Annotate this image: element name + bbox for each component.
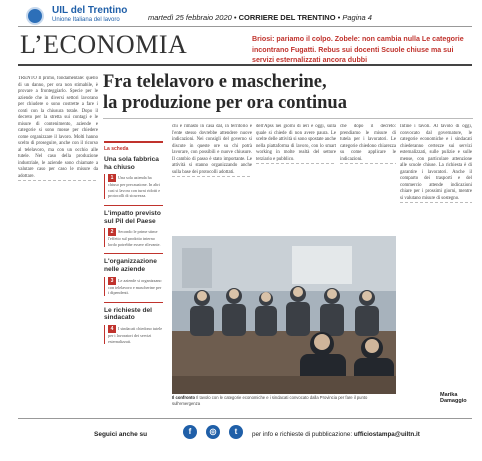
article-text: TRENTO Il primo, fondamentale: quello di un danno, per ora non stimabile, è provare a fronteggiarlo. Specie per le aziende che in diversi settori lavorano per chiudere o sono costrette a fare i conti con la chiusura totale. Dopo il decreto per la stretta sui contagi e le misure di contenimento, aziende e categorie si sono mosse per chiedere come organizzare il lavoro. Molti hanno scelto di proseguire, anche con il ricorso al telelavoro, ma con un occhio alle tutele. Nel caso della produzione industriale, le aziende sono chiamate a valutare caso per caso le misure da adottare. (18, 76, 98, 181)
headline-divider (103, 118, 473, 119)
article-text: chi è rimasto in casa dal, in territorio e l'ente stesso dovrebbe attendere nuove indicazioni. Nei consigli del governo si discute in queste ore su chi potrà lavorare, con possibili e nuove chiusure. Il cambio di passo è stato importante. Le attività si stanno organizzando anche sulla base dei protocolli adottati. (172, 124, 252, 177)
article-text: dell'Apss nei giorni di ieri e oggi, sulla quale si chiede di non avere paura. Le scelte delle attività si sono spostate anche nella piattaforma di lavoro, con lo smart working in molte realtà del settore terziario e pubblico. (256, 124, 336, 164)
instagram-icon[interactable]: ◎ (206, 425, 220, 439)
publication-line: martedì 25 febbraio 2020 • CORRIERE DEL TRENTINO • Pagina 4 (148, 13, 372, 22)
caption-text: Il tavolo con le categorie economiche e i sindacati convocato dalla Provincia per fare il punto sull'emergenza (172, 395, 368, 406)
sidebar-box (104, 141, 163, 406)
article-text: che dopo il decreto: prendiamo le misure di tutela per i lavoratori. Le categorie chiedono chiarezza su come applicare le indicazioni. (340, 124, 396, 164)
sidebar-item-title: L'organizzazione nelle aziende (104, 258, 157, 273)
sidebar-item-body: I sindacati chiedono tutele per i lavoratori dei servizi esternalizzati. (108, 325, 163, 344)
issue-date: martedì 25 febbraio 2020 (148, 13, 232, 22)
headline (103, 72, 473, 114)
article-column-2 (172, 124, 252, 232)
sidebar-tag: La scheda (104, 146, 129, 152)
sidebar-item-number: 4 (108, 325, 116, 333)
sidebar-item-title: L'impatto previsto sul Pil del Paese (104, 209, 161, 225)
sidebar-item (104, 156, 163, 199)
uil-logo (26, 7, 44, 25)
sidebar-item-text (104, 325, 163, 344)
sidebar-divider (104, 302, 163, 303)
section-title: L’ECONOMIA (20, 30, 188, 59)
sidebar-item-number: 2 (108, 228, 116, 236)
headline-line-1: Fra telelavoro e mascherine, (103, 72, 327, 92)
sidebar-item-text (104, 228, 163, 247)
meeting-photo-illustration (172, 236, 396, 394)
sidebar-item-body: Una sola azienda ha chiuso per precauzione. In altri casi si lavora con turni ridotti e protocolli di sicurezza. (108, 175, 161, 199)
section-divider (18, 64, 472, 66)
sidebar-item-text (104, 277, 163, 296)
sidebar-item (104, 307, 163, 344)
article-column-4 (340, 124, 396, 232)
sidebar-item-text (104, 174, 163, 199)
caption-label: Il confronto (172, 395, 196, 400)
sidebar-item-number: 3 (108, 277, 116, 285)
meeting-photo (172, 236, 396, 394)
org-subtitle: Unione Italiana del lavoro (52, 17, 120, 23)
twitter-icon[interactable]: t (229, 425, 243, 439)
article-column-3 (256, 124, 336, 232)
page-number: Pagina 4 (342, 13, 372, 22)
section-ticker: Briosi: pariamo il colpo. Zobele: non cambia nulla Le categorie incontrano Fugatti. Rebus sui docenti Scuole chiuse ma sui servizi esternalizzati ancora dubbi (252, 35, 464, 64)
headline-line-2: la produzione per ora continua (103, 93, 347, 113)
sidebar-item-number: 1 (108, 174, 116, 182)
sidebar-item-body: Secondo le prime stime l'effetto sul prodotto interno lordo potrebbe essere rilevante. (108, 229, 161, 247)
sidebar-item-body: Le aziende si organizzano con telelavoro e mascherine per i dipendenti. (108, 277, 162, 296)
photo-caption (172, 395, 396, 406)
article-text: Infine i tavoli. Al tavolo di oggi, convocato dal governatore, le categorie economiche e i sindacati chiederanno certezze sui servizi esternalizzati, sulle pulizie e sulle mense, con particolare attenzione alle scuole chiuse. La richiesta è di garantire i lavoratori. Anche il comparto dei trasporti e del commercio attende indicazioni chiare per i prossimi giorni, mentre si valutano misure di sostegno. (400, 124, 472, 203)
sidebar-item-title: Una sola fabbrica ha chiuso (104, 156, 159, 171)
follow-us-label: Seguici anche su (94, 431, 148, 438)
facebook-icon[interactable]: f (183, 425, 197, 439)
sidebar-item (104, 258, 163, 295)
org-name: UIL del Trentino (52, 5, 128, 16)
article-column-1 (18, 76, 98, 406)
contact-prefix: per info e richieste di pubblicazione: (252, 431, 353, 438)
contact-email[interactable]: ufficiostampa@uiltn.it (353, 431, 420, 438)
sidebar-divider (104, 205, 163, 206)
footer-divider (18, 418, 472, 419)
sidebar-item-title: Le richieste del sindacato (104, 306, 153, 322)
sidebar-divider (104, 253, 163, 254)
article-column-5 (400, 124, 472, 406)
header-divider (18, 26, 472, 27)
newspaper-name: CORRIERE DEL TRENTINO (238, 13, 336, 22)
author-byline: Marika Damaggio (440, 392, 467, 404)
contact-info (252, 431, 420, 438)
sidebar-item (104, 210, 163, 247)
